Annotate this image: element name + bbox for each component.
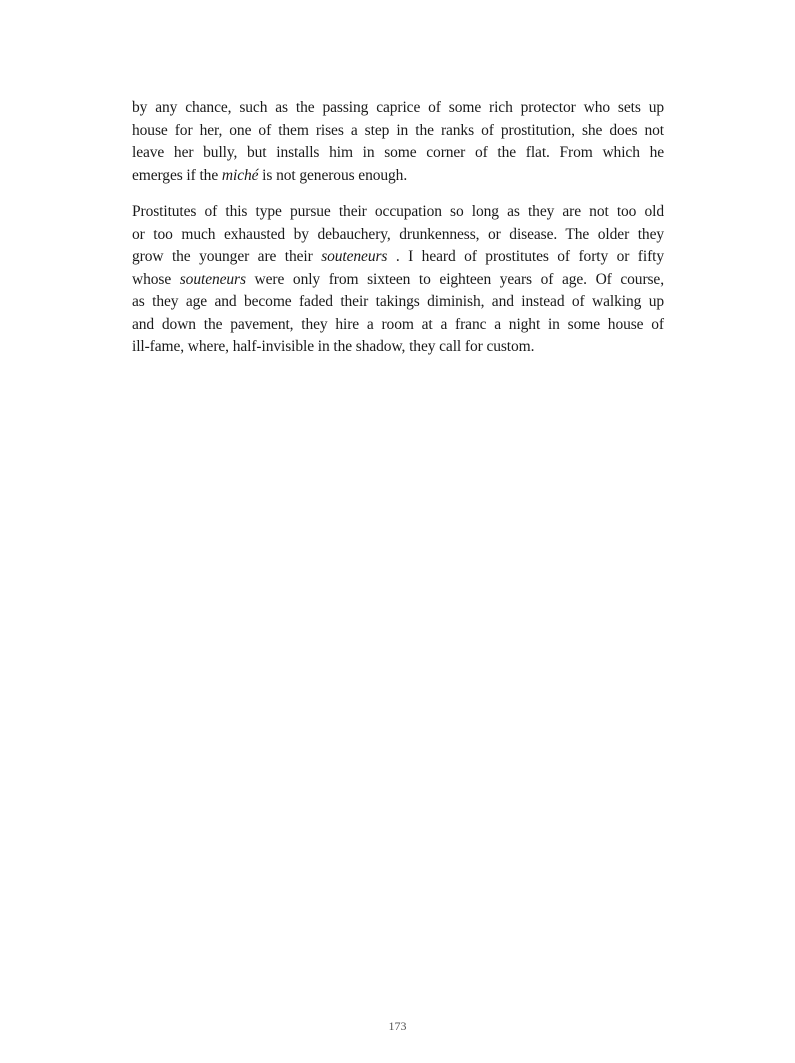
text-line — [132, 97, 664, 120]
text-run: . I heard of prostitutes of forty or fifty — [387, 248, 664, 265]
page-number: 173 — [388, 1019, 407, 1033]
text-line — [132, 224, 664, 247]
italic-term: souteneurs — [321, 248, 388, 265]
text-line — [132, 269, 664, 292]
text-run: leave her bully, but installs him in some corner of the flat. From which he — [132, 144, 664, 161]
italic-term: souteneurs — [179, 270, 246, 288]
text-run: whose — [132, 270, 180, 288]
text-run: grow the younger are their — [132, 248, 322, 265]
italic-term: miché — [221, 166, 259, 184]
text-line — [132, 336, 664, 359]
text-line — [132, 291, 664, 314]
text-line — [132, 246, 664, 269]
text-line — [132, 165, 664, 188]
text-run: house for her, one of them rises a step in the ranks of prostitution, she does not — [132, 121, 664, 139]
text-run: by any chance, such as the passing caprice of some rich protector who sets up — [132, 99, 664, 116]
paragraph — [132, 201, 664, 359]
text-run: or too much exhausted by debauchery, drunkenness, or disease. The older they — [132, 225, 664, 243]
text-run: were only from sixteen to eighteen years of age. Of course, — [245, 270, 664, 288]
text-run: emerges if the — [132, 166, 222, 184]
text-run: Prostitutes of this type pursue their occupation so long as they are not too old — [132, 203, 664, 220]
text-line — [132, 142, 664, 165]
text-line — [132, 201, 664, 224]
text-line — [132, 314, 664, 337]
body-text — [132, 97, 664, 359]
paragraph-spacer — [132, 187, 664, 201]
text-run: ill-fame, where, half-invisible in the shadow, they call for custom. — [132, 338, 535, 355]
text-run: is not generous enough. — [258, 166, 408, 184]
text-run: and down the pavement, they hire a room at a franc a night in some house of — [132, 315, 664, 333]
text-line — [132, 120, 664, 143]
text-run: as they age and become faded their takings diminish, and instead of walking up — [132, 293, 664, 310]
paragraph — [132, 97, 664, 187]
